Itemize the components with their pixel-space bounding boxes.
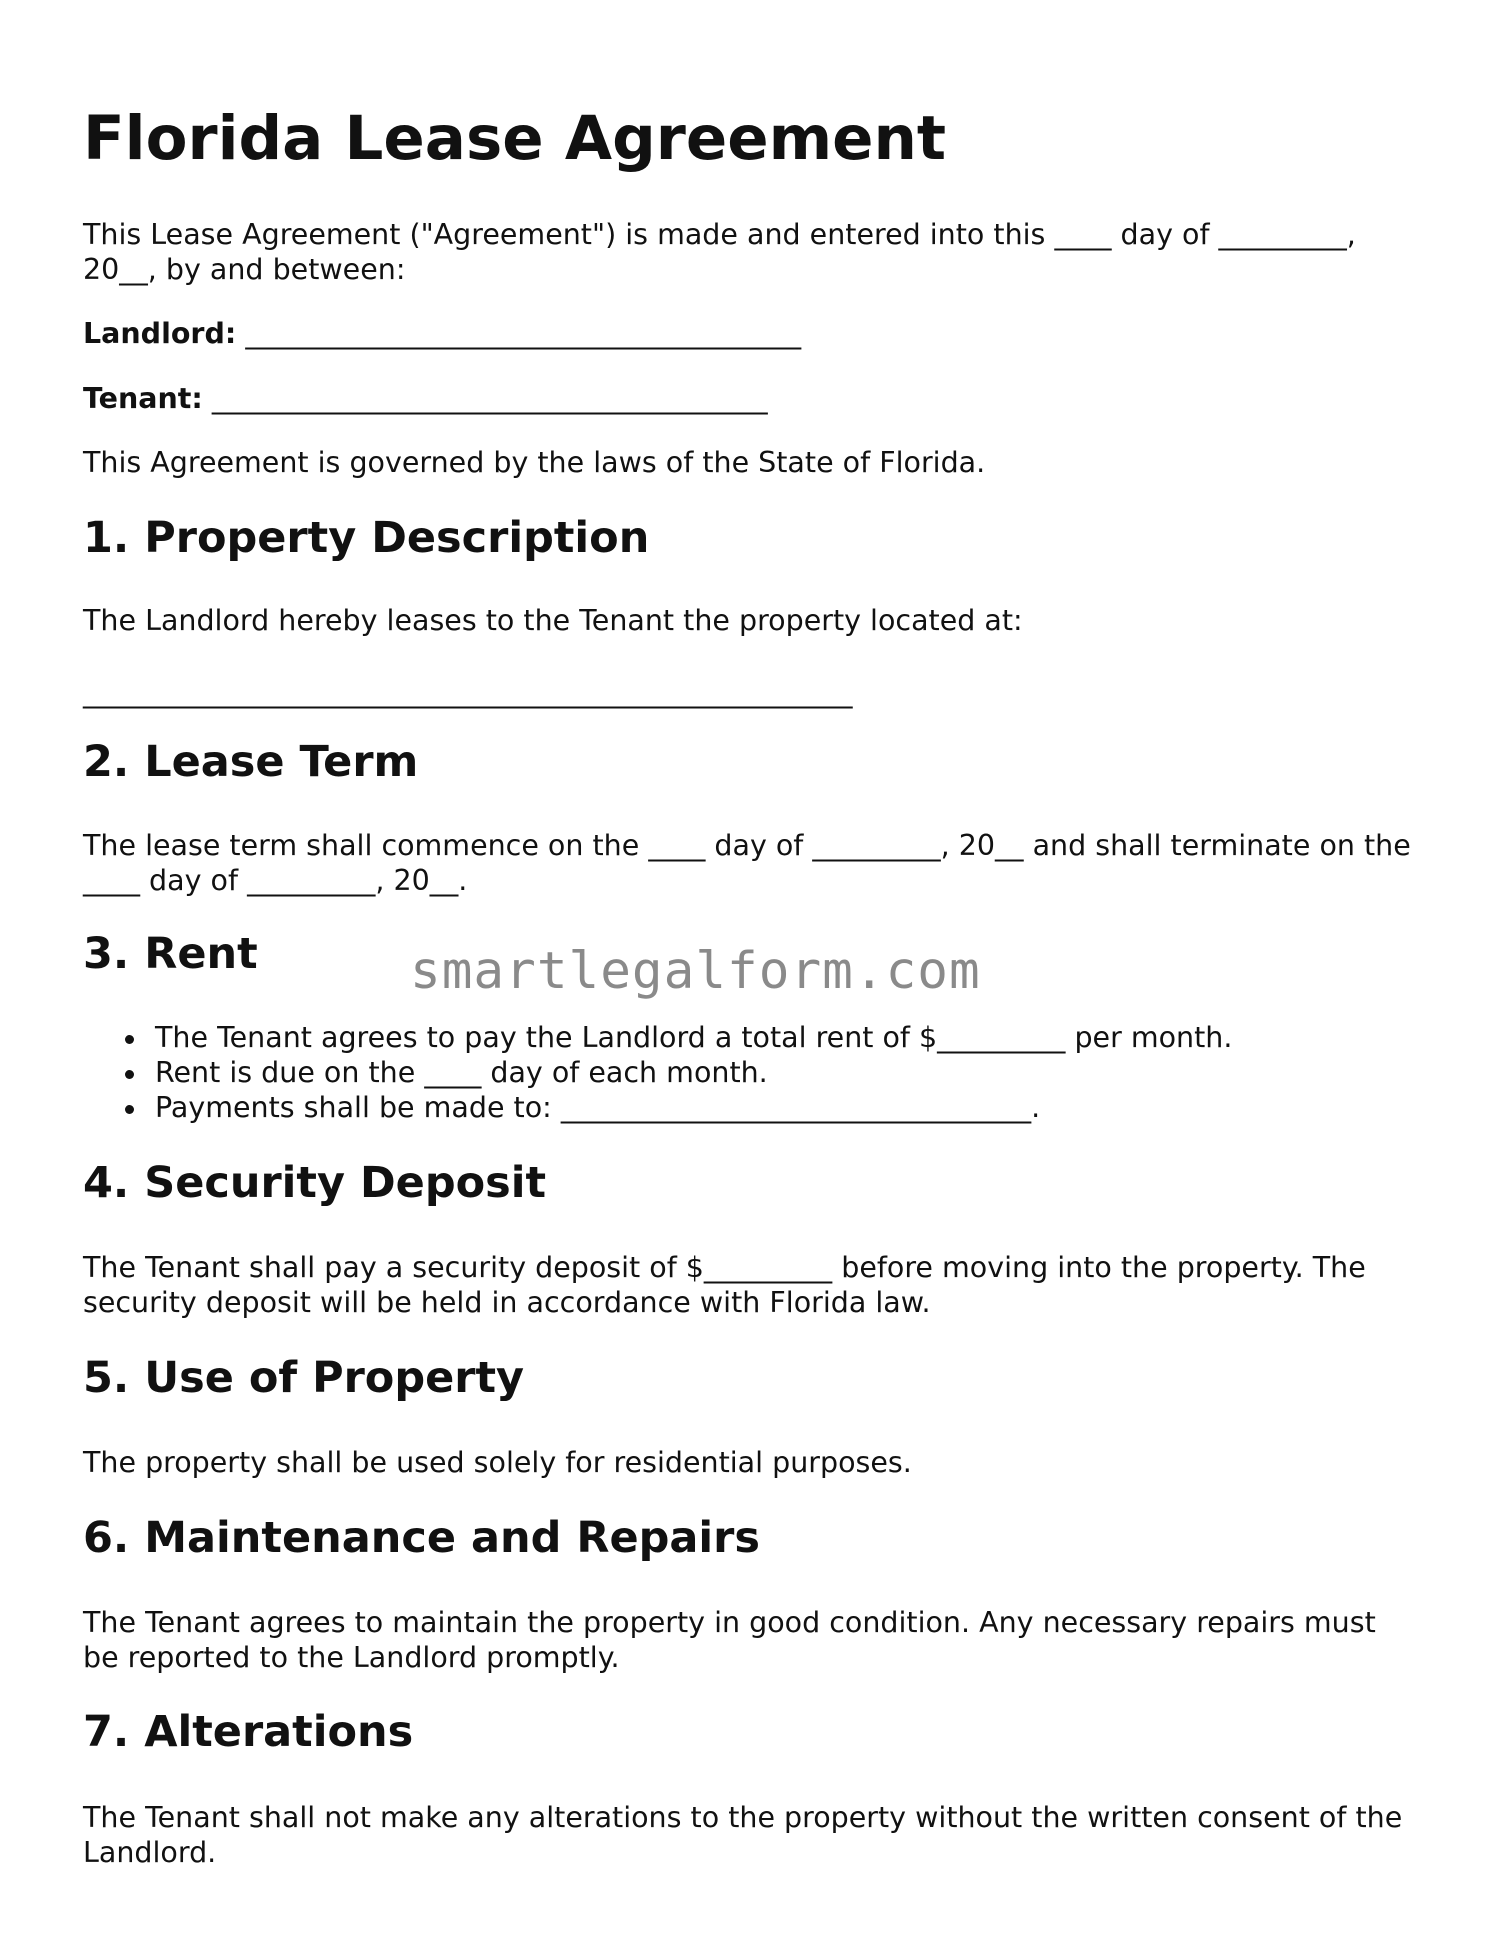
list-item: Rent is due on the ____ day of each month. [83, 1055, 1232, 1090]
section-3-heading: 3. Rent [83, 929, 258, 979]
bullet-icon [125, 1035, 134, 1044]
landlord-blank: _______________________________________ [245, 317, 802, 350]
governing-law-text: This Agreement is governed by the laws of the State of Florida. [83, 446, 986, 479]
section-5-heading: 5. Use of Property [83, 1353, 525, 1403]
section-4-heading: 4. Security Deposit [83, 1158, 547, 1208]
tenant-line [83, 381, 768, 416]
bullet-icon [125, 1070, 134, 1079]
section-7-text: The Tenant shall not make any alterations to the property without the written consent of the Landlord. [83, 1801, 1403, 1869]
section-1-heading: 1. Property Description [83, 513, 650, 563]
tenant-blank: _______________________________________ [211, 382, 768, 415]
property-address-blank: ______________________________________________________ [83, 676, 853, 709]
document-title: Florida Lease Agreement [83, 103, 947, 174]
section-6-text: The Tenant agrees to maintain the property in good condition. Any necessary repairs must be reported to the Landlord promptly. [83, 1606, 1376, 1674]
section-6-heading: 6. Maintenance and Repairs [83, 1513, 760, 1563]
section-5-text: The property shall be used solely for residential purposes. [83, 1446, 912, 1479]
list-item: Payments shall be made to: _________________________________. [83, 1090, 1232, 1125]
rent-list [83, 1020, 1232, 1125]
landlord-line [83, 316, 801, 351]
section-1-text: The Landlord hereby leases to the Tenant the property located at: [83, 604, 1023, 637]
bullet-icon [125, 1105, 134, 1114]
section-2-heading: 2. Lease Term [83, 737, 419, 787]
section-4-text: The Tenant shall pay a security deposit of $_________ before moving into the property. The security deposit will be held in accordance with Florida law. [83, 1251, 1366, 1319]
list-item: The Tenant agrees to pay the Landlord a total rent of $_________ per month. [83, 1020, 1232, 1055]
section-2-text: The lease term shall commence on the ____ day of _________, 20__ and shall terminate on the ____ day of _________, 20__. [83, 829, 1411, 897]
section-7-heading: 7. Alterations [83, 1707, 414, 1757]
tenant-label: Tenant: [83, 382, 203, 415]
watermark: smartlegalform.com [410, 942, 981, 1001]
intro-paragraph: This Lease Agreement ("Agreement") is made and entered into this ____ day of _________, 20__, by and between: [83, 218, 1356, 286]
landlord-label: Landlord: [83, 317, 237, 350]
